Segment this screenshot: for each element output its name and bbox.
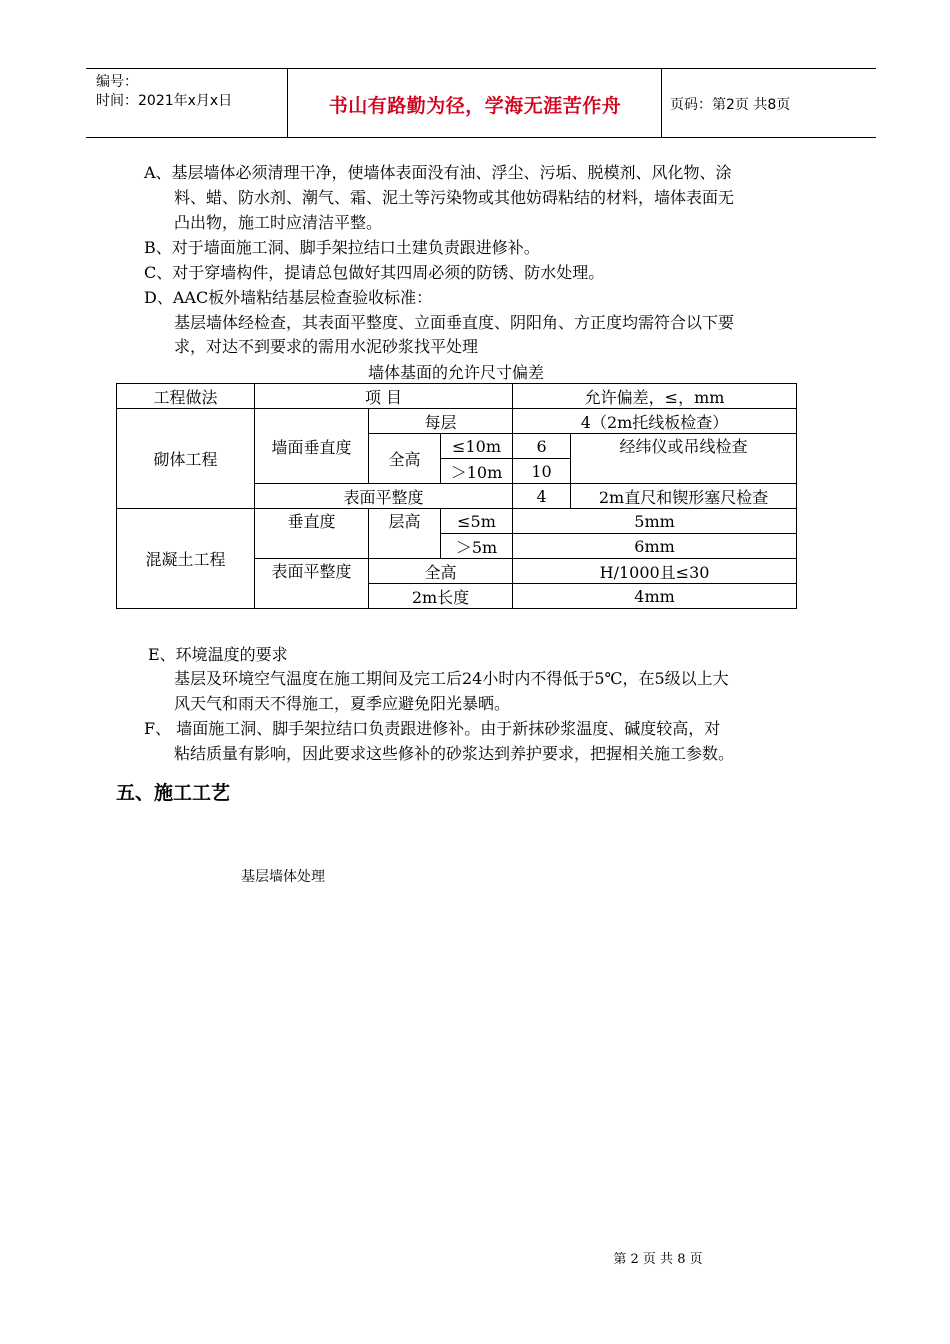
table-cell: ≤5m bbox=[441, 509, 513, 534]
table-cell: 4mm bbox=[513, 584, 797, 609]
tolerance-table bbox=[116, 383, 797, 609]
table-cell: ≤10m bbox=[441, 434, 513, 459]
table-cell: 2m长度 bbox=[369, 584, 513, 609]
para-a-line1: A、基层墙体必须清理干净，使墙体表面没有油、浮尘、污垢、脱模剂、风化物、涂 bbox=[144, 163, 732, 182]
diagram-label: 基层墙体处理 bbox=[241, 869, 325, 885]
para-e-line2: 基层及环境空气温度在施工期间及完工后24小时内不得低于5℃，在5级以上大 bbox=[174, 669, 729, 688]
table-cell: 经纬仪或吊线检查 bbox=[571, 434, 797, 484]
para-c: C、对于穿墙构件，提请总包做好其四周必须的防锈、防水处理。 bbox=[144, 263, 605, 282]
header-cell: 工程做法 bbox=[117, 384, 255, 409]
header-cell: 项 目 bbox=[255, 384, 513, 409]
table-cell: 层高 bbox=[369, 509, 441, 559]
header-motto: 书山有路勤为径，学海无涯苦作舟 bbox=[328, 95, 622, 117]
table-row bbox=[117, 384, 797, 409]
para-e-line3: 风天气和雨天不得施工，夏季应避免阳光暴晒。 bbox=[174, 694, 511, 713]
table-cell: 表面平整度 bbox=[255, 559, 369, 609]
table-cell: 表面平整度 bbox=[255, 484, 513, 509]
para-e: E、环境温度的要求 bbox=[148, 645, 288, 664]
table-caption: 墙体基面的允许尺寸偏差 bbox=[367, 363, 544, 382]
para-a-line3: 凸出物，施工时应清洁平整。 bbox=[174, 213, 383, 232]
table-cell: 每层 bbox=[369, 409, 513, 434]
table-cell: 垂直度 bbox=[255, 509, 369, 559]
table-cell: 2m直尺和锲形塞尺检查 bbox=[571, 484, 797, 509]
para-f-line2: 粘结质量有影响，因此要求这些修补的砂浆达到养护要求，把握相关施工参数。 bbox=[174, 744, 735, 763]
para-d: D、AAC板外墙粘结基层检查验收标准： bbox=[144, 288, 433, 307]
table-cell: 混凝土工程 bbox=[117, 509, 255, 609]
table-cell: H/1000且≤30 bbox=[513, 559, 797, 584]
table-cell: 10 bbox=[513, 459, 571, 484]
number-label: 编号： bbox=[96, 74, 138, 90]
para-a-line2: 料、蜡、防水剂、潮气、霜、泥土等污染物或其他妨碍粘结的材料，墙体表面无 bbox=[174, 188, 735, 207]
header-cell: 允许偏差，≤，mm bbox=[513, 384, 797, 409]
table-cell: 全高 bbox=[369, 434, 441, 484]
table-cell: ＞5m bbox=[441, 534, 513, 559]
header-meta bbox=[96, 73, 232, 111]
table-cell: 全高 bbox=[369, 559, 513, 584]
para-f-line1: F、 墙面施工洞、脚手架拉结口负责跟进修补。由于新抹砂浆温度、碱度较高，对 bbox=[144, 719, 721, 738]
table-cell: 6 bbox=[513, 434, 571, 459]
page-number-label: 页码：第2页 共8页 bbox=[670, 97, 791, 113]
table-cell: ＞10m bbox=[441, 459, 513, 484]
section-title: 五、施工工艺 bbox=[116, 782, 231, 804]
table-cell: 4（2m托线板检查） bbox=[513, 409, 797, 434]
time-label: 时间：2021年x月x日 bbox=[96, 93, 233, 109]
page-footer: 第 2 页 共 8 页 bbox=[613, 1252, 703, 1267]
para-b: B、对于墙面施工洞、脚手架拉结口土建负责跟进修补。 bbox=[144, 238, 540, 257]
table-row bbox=[117, 409, 797, 434]
para-d-line3: 求，对达不到要求的需用水泥砂浆找平处理 bbox=[174, 337, 479, 356]
table-cell: 砌体工程 bbox=[117, 409, 255, 509]
table-cell: 4 bbox=[513, 484, 571, 509]
table-cell: 6mm bbox=[513, 534, 797, 559]
table-cell: 墙面垂直度 bbox=[255, 409, 369, 484]
page-header bbox=[86, 68, 876, 138]
para-d-line2: 基层墙体经检查，其表面平整度、立面垂直度、阴阳角、方正度均需符合以下要 bbox=[174, 313, 735, 332]
table-row bbox=[117, 509, 797, 534]
table-cell: 5mm bbox=[513, 509, 797, 534]
